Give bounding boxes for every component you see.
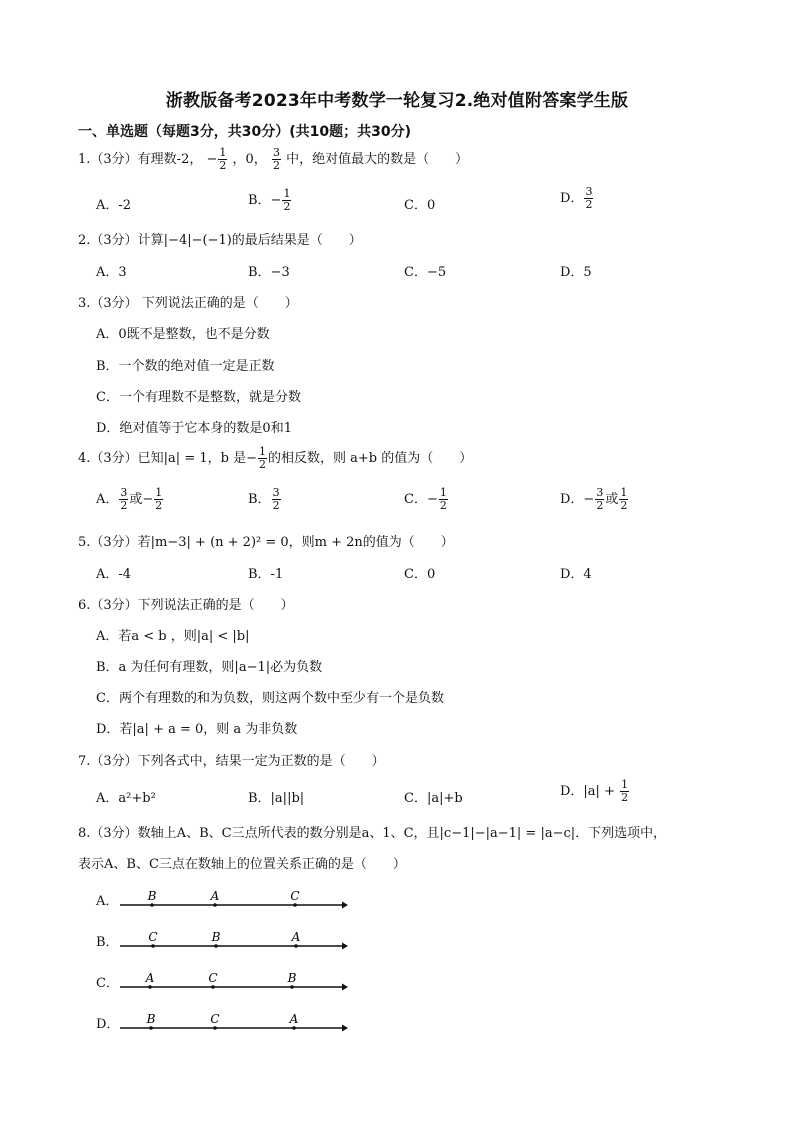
q6-option-c[interactable]: C．两个有理数的和为负数，则这两个数中至少有一个是负数 <box>96 691 444 706</box>
question-8-line-2: 表示A、B、C三点在数轴上的位置关系正确的是（ ） <box>78 857 406 872</box>
point-C <box>213 1026 217 1030</box>
point-label-C: C <box>208 971 218 985</box>
q4-option-a[interactable]: A． $\frac{3}{2}$ 或− $\frac{1}{2}$ <box>96 486 163 512</box>
arrow-head-icon <box>342 902 348 909</box>
point-label-C: C <box>148 930 158 944</box>
question-4: 4.（3分）已知|a| = 1，b 是− $\frac{1}{2}$ 的相反数，则 a+b 的值为（ ） <box>78 445 473 471</box>
question-2: 2.（3分）计算|−4|−(−1)的最后结果是（ ） <box>78 233 362 248</box>
point-A <box>148 985 152 989</box>
q7-option-d[interactable]: D．|a| + $\frac{1}{2}$ <box>560 778 629 804</box>
q2-option-d[interactable]: D．5 <box>560 265 592 280</box>
question-6: 6.（3分）下列说法正确的是（ ） <box>78 598 294 613</box>
q3-option-a[interactable]: A．0既不是整数，也不是分数 <box>96 327 270 342</box>
point-label-B: B <box>287 971 297 985</box>
point-A <box>213 903 217 907</box>
q1-stem-b: ，0， <box>232 152 267 167</box>
q7-option-a[interactable]: A．a²+b² <box>96 791 156 806</box>
q5-option-b[interactable]: B．-1 <box>248 567 284 582</box>
question-5: 5.（3分）若|m−3| + (n + 2)² = 0，则m + 2n的值为（ ） <box>78 535 454 550</box>
point-label-B: B <box>147 889 157 903</box>
point-B <box>150 903 154 907</box>
q5-option-d[interactable]: D．4 <box>560 567 592 582</box>
q1-stem-a: 1.（3分）有理数-2， <box>78 152 203 167</box>
point-B <box>149 1026 153 1030</box>
number-line <box>96 1011 366 1041</box>
q1-option-a[interactable]: A．-2 <box>96 198 132 213</box>
q2-option-b[interactable]: B．−3 <box>248 265 290 280</box>
point-label-B: B <box>211 930 221 944</box>
point-label-C: C <box>290 889 300 903</box>
arrow-head-icon <box>342 1025 348 1032</box>
q8-option-label: D． <box>96 1017 120 1032</box>
point-label-A: A <box>210 889 220 903</box>
number-line <box>96 929 366 959</box>
q7-option-b[interactable]: B．|a||b| <box>248 791 305 806</box>
q5-option-a[interactable]: A．-4 <box>96 567 132 582</box>
q1-stem-c: 中，绝对值最大的数是（ ） <box>286 152 469 167</box>
point-label-A: A <box>291 930 301 944</box>
point-A <box>294 944 298 948</box>
q1-option-d[interactable]: D． $\frac{3}{2}$ <box>560 185 593 211</box>
q4-frac: $\frac{1}{2}$ <box>258 445 266 471</box>
q8-option-label: B． <box>96 935 119 950</box>
point-label-B: B <box>146 1012 156 1026</box>
point-label-A: A <box>145 971 155 985</box>
q4-option-d[interactable]: D．− $\frac{3}{2}$ 或 $\frac{1}{2}$ <box>560 486 628 512</box>
point-label-C: C <box>210 1012 220 1026</box>
q4-option-c[interactable]: C．− $\frac{1}{2}$ <box>404 486 447 512</box>
q8-option-label: A． <box>96 894 119 909</box>
q8-option-label: C． <box>96 976 119 991</box>
q1-frac-1: $\frac{1}{2}$ <box>219 146 227 172</box>
point-A <box>292 1026 296 1030</box>
q6-option-b[interactable]: B．a 为任何有理数，则|a−1|必为负数 <box>96 660 323 675</box>
q1-frac-2: $\frac{3}{2}$ <box>272 146 280 172</box>
q6-option-d[interactable]: D．若|a| + a = 0，则 a 为非负数 <box>96 722 298 737</box>
document-title: 浙教版备考2023年中考数学一轮复习2.绝对值附答案学生版 <box>165 91 629 111</box>
point-label-A: A <box>289 1012 299 1026</box>
point-C <box>293 903 297 907</box>
q7-option-c[interactable]: C．|a|+b <box>404 791 463 806</box>
q3-option-d[interactable]: D．绝对值等于它本身的数是0和1 <box>96 421 292 436</box>
section-heading: 一、单选题（每题3分，共30分）(共10题；共30分) <box>78 124 411 140</box>
point-C <box>151 944 155 948</box>
arrow-head-icon <box>342 943 348 950</box>
q3-option-b[interactable]: B．一个数的绝对值一定是正数 <box>96 359 275 374</box>
q1-option-c[interactable]: C．0 <box>404 198 436 213</box>
q2-option-c[interactable]: C．−5 <box>404 265 447 280</box>
q1-option-b[interactable]: B．− $\frac{1}{2}$ <box>248 187 291 213</box>
number-line <box>96 970 366 1000</box>
q6-option-a[interactable]: A．若a < b ，则|a| < |b| <box>96 629 250 644</box>
question-3: 3.（3分） 下列说法正确的是（ ） <box>78 296 298 311</box>
q2-option-a[interactable]: A．3 <box>96 265 127 280</box>
question-8-line-1: 8.（3分）数轴上A、B、C三点所代表的数分别是a、1、C，且|c−1|−|a−1| = |a−c|．下列选项中， <box>78 826 667 841</box>
q4-option-b[interactable]: B． $\frac{3}{2}$ <box>248 486 280 512</box>
q5-option-c[interactable]: C．0 <box>404 567 436 582</box>
arrow-head-icon <box>342 984 348 991</box>
question-1: 1.（3分）有理数-2， − $\frac{1}{2}$ ，0， $\frac{3}{2}$ 中，绝对值最大的数是（ ） <box>78 146 469 172</box>
point-C <box>211 985 215 989</box>
number-line <box>96 888 366 918</box>
point-B <box>290 985 294 989</box>
question-7: 7.（3分）下列各式中，结果一定为正数的是（ ） <box>78 754 385 769</box>
point-B <box>214 944 218 948</box>
q3-option-c[interactable]: C．一个有理数不是整数，就是分数 <box>96 390 301 405</box>
